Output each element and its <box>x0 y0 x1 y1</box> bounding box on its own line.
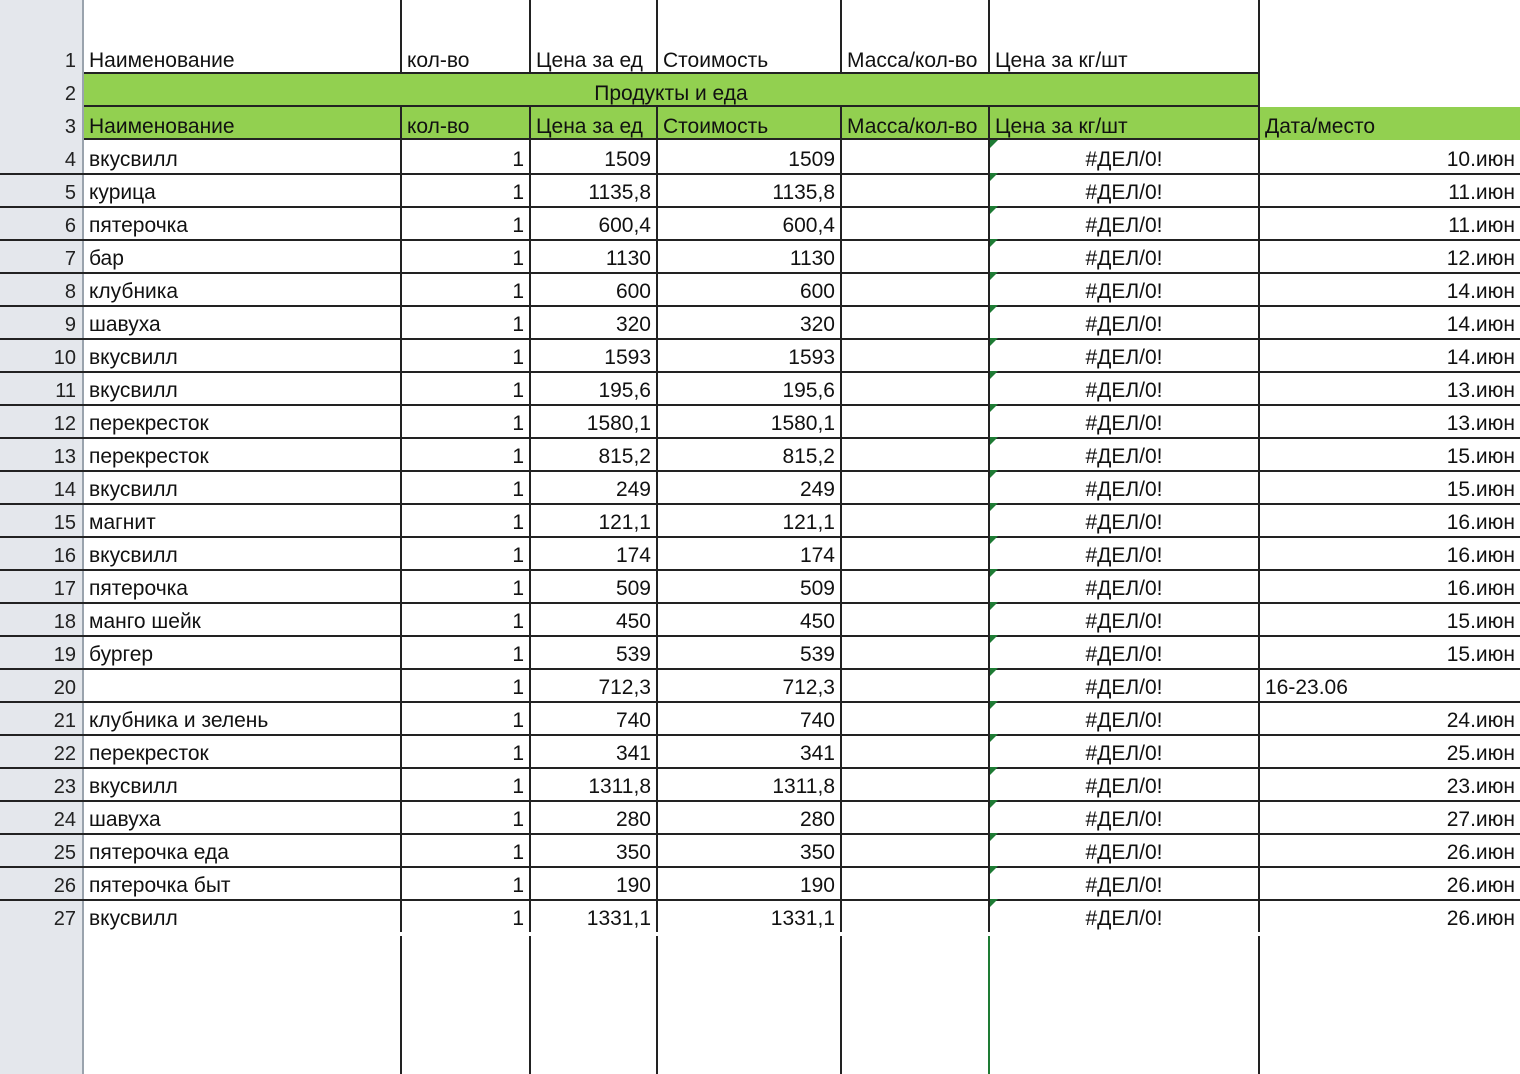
cell-cost[interactable]: 320 <box>658 305 842 338</box>
error-indicator-icon <box>990 173 998 181</box>
cell-mass[interactable] <box>842 833 990 866</box>
subheader-cell-date[interactable]: Дата/место <box>1260 107 1520 140</box>
table-row <box>0 140 1520 175</box>
cell-name[interactable]: вкусвилл <box>84 338 402 371</box>
error-indicator-icon <box>990 437 998 445</box>
error-indicator-icon <box>990 569 998 577</box>
cell-per-kg-value: #ДЕЛ/0! <box>1085 379 1163 402</box>
header-cell-per-kg[interactable]: Цена за кг/шт <box>990 41 1260 74</box>
cell-qty[interactable]: 1 <box>402 239 531 272</box>
cell-per-kg[interactable] <box>990 173 1260 206</box>
cell-qty[interactable]: 1 <box>402 701 531 734</box>
row-number[interactable]: 14 <box>53 479 76 501</box>
cell-mass[interactable] <box>842 569 990 602</box>
row-number[interactable]: 11 <box>55 380 76 402</box>
cell-date[interactable]: 12.июн <box>1446 247 1515 270</box>
table-row <box>0 767 1520 802</box>
grid-line <box>656 936 658 1074</box>
cell-name[interactable]: пятерочка еда <box>84 833 402 866</box>
cell-qty[interactable]: 1 <box>402 371 531 404</box>
cell-per-kg[interactable] <box>990 536 1260 569</box>
cell-date[interactable]: 16.июн <box>1446 577 1515 600</box>
subheader-row <box>0 107 1520 140</box>
cell-per-kg[interactable] <box>990 437 1260 470</box>
grid-line <box>529 936 531 1074</box>
cell-cost[interactable]: 1580,1 <box>658 404 842 437</box>
cell-price[interactable]: 712,3 <box>531 668 658 701</box>
table-row <box>0 569 1520 604</box>
error-indicator-icon <box>990 470 998 478</box>
error-indicator-icon <box>990 866 998 874</box>
cell-name[interactable]: магнит <box>84 503 402 536</box>
cell-price[interactable]: 1130 <box>531 239 658 272</box>
cell-name[interactable]: бургер <box>84 635 402 668</box>
cell-per-kg-value: #ДЕЛ/0! <box>1085 742 1163 765</box>
cell-mass[interactable] <box>842 173 990 206</box>
cell-qty[interactable]: 1 <box>402 800 531 833</box>
error-indicator-icon <box>990 536 998 544</box>
cell-name[interactable]: клубника и зелень <box>84 701 402 734</box>
cell-price[interactable]: 600 <box>531 272 658 305</box>
cell-name[interactable]: пятерочка <box>84 569 402 602</box>
cell-name[interactable] <box>84 668 402 701</box>
cell-per-kg-value: #ДЕЛ/0! <box>1085 214 1163 237</box>
header-cell-cost[interactable]: Стоимость <box>658 41 842 74</box>
cell-date[interactable]: 11.июн <box>1448 181 1515 204</box>
table-row <box>0 734 1520 769</box>
cell-date[interactable]: 24.июн <box>1446 709 1515 732</box>
row-number[interactable]: 16 <box>53 545 76 567</box>
cell-per-kg-value: #ДЕЛ/0! <box>1085 313 1163 336</box>
row-number[interactable]: 7 <box>64 248 76 270</box>
cell-date[interactable]: 25.июн <box>1446 742 1515 765</box>
section-row <box>0 74 1520 107</box>
error-indicator-icon <box>990 602 998 610</box>
cell-qty[interactable]: 1 <box>402 668 531 701</box>
subheader-cell-mass[interactable]: Масса/кол-во <box>842 107 990 140</box>
header-cell-qty[interactable]: кол-во <box>402 41 531 74</box>
row-number[interactable]: 24 <box>53 809 76 831</box>
cell-cost[interactable]: 190 <box>658 866 842 899</box>
header-row <box>0 41 1520 74</box>
cell-mass[interactable] <box>842 272 990 305</box>
table-row <box>0 701 1520 736</box>
table-row <box>0 272 1520 307</box>
cell-date[interactable]: 15.июн <box>1446 478 1515 501</box>
cell-qty[interactable]: 1 <box>402 767 531 800</box>
row-number[interactable]: 10 <box>53 347 76 369</box>
cell-mass[interactable] <box>842 701 990 734</box>
table-row <box>0 173 1520 208</box>
cell-name[interactable]: манго шейк <box>84 602 402 635</box>
grid-line <box>84 138 1260 140</box>
cell-name[interactable]: перекресток <box>84 734 402 767</box>
row-number[interactable]: 23 <box>53 776 76 798</box>
cell-date[interactable]: 15.июн <box>1446 445 1515 468</box>
cell-per-kg-value: #ДЕЛ/0! <box>1085 445 1163 468</box>
cell-per-kg-value: #ДЕЛ/0! <box>1085 544 1163 567</box>
cell-date[interactable]: 14.июн <box>1446 346 1515 369</box>
cell-name[interactable]: вкусвилл <box>84 371 402 404</box>
cell-cost[interactable]: 509 <box>658 569 842 602</box>
cell-qty[interactable]: 1 <box>402 602 531 635</box>
cell-mass[interactable] <box>842 602 990 635</box>
cell-per-kg-value: #ДЕЛ/0! <box>1085 676 1163 699</box>
cell-per-kg[interactable] <box>990 734 1260 767</box>
table-row <box>0 305 1520 340</box>
cell-mass[interactable] <box>842 140 990 173</box>
table-row <box>0 668 1520 703</box>
cell-per-kg-value: #ДЕЛ/0! <box>1085 808 1163 831</box>
table-row <box>0 800 1520 835</box>
error-indicator-icon <box>990 734 998 742</box>
cell-mass[interactable] <box>842 470 990 503</box>
error-indicator-icon <box>990 668 998 676</box>
cell-per-kg[interactable] <box>990 503 1260 536</box>
cell-name[interactable]: вкусвилл <box>84 899 402 932</box>
cell-per-kg-value: #ДЕЛ/0! <box>1085 346 1163 369</box>
cell-mass[interactable] <box>842 239 990 272</box>
cell-name[interactable]: курица <box>84 173 402 206</box>
cell-mass[interactable] <box>842 503 990 536</box>
cell-per-kg[interactable] <box>990 701 1260 734</box>
cell-per-kg-value: #ДЕЛ/0! <box>1085 610 1163 633</box>
cell-date[interactable]: 23.июн <box>1446 775 1515 798</box>
cell-per-kg[interactable] <box>990 899 1260 932</box>
cell-per-kg-value: #ДЕЛ/0! <box>1085 247 1163 270</box>
cell-price[interactable]: 341 <box>531 734 658 767</box>
table-row <box>0 899 1520 932</box>
table-row <box>0 866 1520 901</box>
cell-name[interactable]: бар <box>84 239 402 272</box>
row-number[interactable]: 12 <box>53 413 76 435</box>
cell-price[interactable]: 1135,8 <box>531 173 658 206</box>
cell-qty[interactable]: 1 <box>402 899 531 932</box>
cell-price[interactable]: 320 <box>531 305 658 338</box>
cell-qty[interactable]: 1 <box>402 404 531 437</box>
table-row <box>0 239 1520 274</box>
cell-qty[interactable]: 1 <box>402 140 531 173</box>
cell-date[interactable]: 10.июн <box>1446 148 1515 171</box>
grid-line <box>84 72 1260 74</box>
table-row <box>0 338 1520 373</box>
cell-price[interactable]: 195,6 <box>531 371 658 404</box>
cell-per-kg[interactable] <box>990 206 1260 239</box>
grid-line <box>529 0 531 74</box>
grid-line <box>988 936 990 1074</box>
cell-name[interactable]: пятерочка <box>84 206 402 239</box>
cell-cost[interactable]: 600 <box>658 272 842 305</box>
cell-name[interactable]: пятерочка быт <box>84 866 402 899</box>
cell-per-kg-value: #ДЕЛ/0! <box>1085 907 1163 930</box>
subheader-cell-cost[interactable]: Стоимость <box>658 107 842 140</box>
table-row <box>0 206 1520 241</box>
cell-cost[interactable]: 1331,1 <box>658 899 842 932</box>
cell-cost[interactable]: 539 <box>658 635 842 668</box>
cell-price[interactable]: 121,1 <box>531 503 658 536</box>
error-indicator-icon <box>990 206 998 214</box>
cell-per-kg[interactable] <box>990 470 1260 503</box>
cell-price[interactable]: 509 <box>531 569 658 602</box>
cell-cost[interactable]: 1509 <box>658 140 842 173</box>
cell-price[interactable]: 1509 <box>531 140 658 173</box>
table-row <box>0 404 1520 439</box>
cell-date[interactable]: 13.июн <box>1446 379 1515 402</box>
cell-per-kg-value: #ДЕЛ/0! <box>1085 148 1163 171</box>
header-cell-price[interactable]: Цена за ед <box>531 41 658 74</box>
cell-date[interactable]: 26.июн <box>1446 874 1515 897</box>
cell-per-kg[interactable] <box>990 767 1260 800</box>
row-number[interactable]: 22 <box>53 743 76 765</box>
cell-name[interactable]: перекресток <box>84 404 402 437</box>
cell-cost[interactable]: 350 <box>658 833 842 866</box>
cell-mass[interactable] <box>842 635 990 668</box>
row-number[interactable]: 19 <box>53 644 76 666</box>
cell-date[interactable]: 26.июн <box>1446 841 1515 864</box>
cell-qty[interactable]: 1 <box>402 833 531 866</box>
cell-date[interactable]: 16.июн <box>1446 544 1515 567</box>
cell-per-kg[interactable] <box>990 833 1260 866</box>
cell-qty[interactable]: 1 <box>402 272 531 305</box>
row-number[interactable]: 17 <box>53 578 76 600</box>
grid-line <box>1258 936 1260 1074</box>
cell-per-kg-value: #ДЕЛ/0! <box>1085 181 1163 204</box>
cell-name[interactable]: шавуха <box>84 800 402 833</box>
cell-price[interactable]: 350 <box>531 833 658 866</box>
cell-date[interactable]: 14.июн <box>1446 313 1515 336</box>
grid-line <box>400 0 402 74</box>
grid-line <box>1258 0 1260 74</box>
cell-price[interactable]: 1311,8 <box>531 767 658 800</box>
cell-date[interactable]: 11.июн <box>1448 214 1515 237</box>
row-number[interactable]: 3 <box>64 116 76 138</box>
cell-per-kg-value: #ДЕЛ/0! <box>1085 709 1163 732</box>
cell-price[interactable]: 1331,1 <box>531 899 658 932</box>
cell-date[interactable]: 15.июн <box>1446 643 1515 666</box>
cell-mass[interactable] <box>842 404 990 437</box>
grid-line <box>840 936 842 1074</box>
row-number[interactable]: 1 <box>64 50 76 72</box>
cell-per-kg[interactable] <box>990 569 1260 602</box>
cell-date[interactable]: 16.июн <box>1446 511 1515 534</box>
cell-qty[interactable]: 1 <box>402 206 531 239</box>
error-indicator-icon <box>990 140 998 148</box>
cell-mass[interactable] <box>842 866 990 899</box>
cell-per-kg-value: #ДЕЛ/0! <box>1085 643 1163 666</box>
cell-cost[interactable]: 1593 <box>658 338 842 371</box>
cell-qty[interactable]: 1 <box>402 503 531 536</box>
grid-line <box>656 0 658 74</box>
cell-qty[interactable]: 1 <box>402 569 531 602</box>
error-indicator-icon <box>990 899 998 907</box>
table-row <box>0 437 1520 472</box>
error-indicator-icon <box>990 701 998 709</box>
cell-mass[interactable] <box>842 668 990 701</box>
cell-name[interactable]: вкусвилл <box>84 767 402 800</box>
cell-cost[interactable]: 280 <box>658 800 842 833</box>
subheader-cell-name[interactable]: Наименование <box>84 107 402 140</box>
cell-per-kg[interactable] <box>990 239 1260 272</box>
error-indicator-icon <box>990 239 998 247</box>
cell-qty[interactable]: 1 <box>402 437 531 470</box>
grid-line <box>400 936 402 1074</box>
cell-price[interactable]: 539 <box>531 635 658 668</box>
cell-mass[interactable] <box>842 899 990 932</box>
cell-cost[interactable]: 341 <box>658 734 842 767</box>
row-number[interactable]: 20 <box>53 677 76 699</box>
grid-line <box>840 0 842 74</box>
cell-mass[interactable] <box>842 734 990 767</box>
cell-name[interactable]: вкусвилл <box>84 140 402 173</box>
cell-price[interactable]: 450 <box>531 602 658 635</box>
cell-cost[interactable]: 450 <box>658 602 842 635</box>
cell-cost[interactable]: 174 <box>658 536 842 569</box>
subheader-cell-qty[interactable]: кол-во <box>402 107 531 140</box>
cell-name[interactable]: вкусвилл <box>84 470 402 503</box>
row-number[interactable]: 4 <box>64 149 76 171</box>
cell-price[interactable]: 280 <box>531 800 658 833</box>
row-number[interactable]: 8 <box>64 281 76 303</box>
table-row <box>0 470 1520 505</box>
cell-mass[interactable] <box>842 305 990 338</box>
cell-date[interactable]: 26.июн <box>1446 907 1515 930</box>
subheader-cell-price[interactable]: Цена за ед <box>531 107 658 140</box>
row-number[interactable]: 27 <box>53 908 76 930</box>
cell-per-kg-value: #ДЕЛ/0! <box>1085 280 1163 303</box>
cell-date[interactable]: 27.июн <box>1446 808 1515 831</box>
cell-mass[interactable] <box>842 536 990 569</box>
cell-price[interactable]: 174 <box>531 536 658 569</box>
table-row <box>0 602 1520 637</box>
header-cell-mass[interactable]: Масса/кол-во <box>842 41 990 74</box>
header-cell-name[interactable]: Наименование <box>84 41 402 74</box>
cell-date[interactable]: 14.июн <box>1446 280 1515 303</box>
row-number[interactable]: 21 <box>53 710 76 732</box>
cell-cost[interactable]: 1135,8 <box>658 173 842 206</box>
cell-cost[interactable]: 712,3 <box>658 668 842 701</box>
cell-qty[interactable]: 1 <box>402 305 531 338</box>
cell-cost[interactable]: 249 <box>658 470 842 503</box>
error-indicator-icon <box>990 767 998 775</box>
table-row <box>0 371 1520 406</box>
cell-qty[interactable]: 1 <box>402 734 531 767</box>
cell-mass[interactable] <box>842 767 990 800</box>
cell-per-kg-value: #ДЕЛ/0! <box>1085 874 1163 897</box>
cell-cost[interactable]: 1130 <box>658 239 842 272</box>
cell-name[interactable]: вкусвилл <box>84 536 402 569</box>
row-number[interactable]: 13 <box>53 446 76 468</box>
cell-cost[interactable]: 815,2 <box>658 437 842 470</box>
error-indicator-icon <box>990 833 998 841</box>
cell-qty[interactable]: 1 <box>402 635 531 668</box>
row-number[interactable]: 18 <box>53 611 76 633</box>
cell-cost[interactable]: 1311,8 <box>658 767 842 800</box>
error-indicator-icon <box>990 371 998 379</box>
cell-per-kg-value: #ДЕЛ/0! <box>1085 577 1163 600</box>
cell-per-kg-value: #ДЕЛ/0! <box>1085 775 1163 798</box>
error-indicator-icon <box>990 635 998 643</box>
cell-mass[interactable] <box>842 437 990 470</box>
table-row <box>0 833 1520 868</box>
error-indicator-icon <box>990 338 998 346</box>
cell-per-kg[interactable] <box>990 305 1260 338</box>
cell-name[interactable]: шавуха <box>84 305 402 338</box>
row-number[interactable]: 5 <box>64 182 76 204</box>
cell-mass[interactable] <box>842 338 990 371</box>
cell-price[interactable]: 1580,1 <box>531 404 658 437</box>
cell-per-kg[interactable] <box>990 404 1260 437</box>
cell-per-kg[interactable] <box>990 338 1260 371</box>
cell-per-kg[interactable] <box>990 602 1260 635</box>
error-indicator-icon <box>990 305 998 313</box>
cell-per-kg[interactable] <box>990 800 1260 833</box>
cell-qty[interactable]: 1 <box>402 173 531 206</box>
table-row <box>0 503 1520 538</box>
error-indicator-icon <box>990 800 998 808</box>
cell-per-kg[interactable] <box>990 140 1260 173</box>
cell-mass[interactable] <box>842 206 990 239</box>
cell-price[interactable]: 190 <box>531 866 658 899</box>
cell-per-kg-value: #ДЕЛ/0! <box>1085 412 1163 435</box>
cell-per-kg-value: #ДЕЛ/0! <box>1085 841 1163 864</box>
grid-line <box>84 105 1260 107</box>
cell-cost[interactable]: 740 <box>658 701 842 734</box>
cell-mass[interactable] <box>842 371 990 404</box>
cell-price[interactable]: 815,2 <box>531 437 658 470</box>
row-number[interactable]: 25 <box>53 842 76 864</box>
cell-price[interactable]: 600,4 <box>531 206 658 239</box>
cell-cost[interactable]: 195,6 <box>658 371 842 404</box>
cell-qty[interactable]: 1 <box>402 338 531 371</box>
cell-per-kg[interactable] <box>990 668 1260 701</box>
table-row <box>0 635 1520 670</box>
cell-date[interactable]: 15.июн <box>1446 610 1515 633</box>
cell-date[interactable]: 13.июн <box>1446 412 1515 435</box>
row-number[interactable]: 2 <box>64 83 76 105</box>
cell-date[interactable]: 16-23.06 <box>1265 676 1348 699</box>
cell-price[interactable]: 249 <box>531 470 658 503</box>
cell-price[interactable]: 1593 <box>531 338 658 371</box>
cell-per-kg[interactable] <box>990 272 1260 305</box>
row-number[interactable]: 9 <box>64 314 76 336</box>
cell-price[interactable]: 740 <box>531 701 658 734</box>
cell-qty[interactable]: 1 <box>402 536 531 569</box>
cell-qty[interactable]: 1 <box>402 866 531 899</box>
error-indicator-icon <box>990 503 998 511</box>
cell-mass[interactable] <box>842 800 990 833</box>
subheader-cell-per-kg[interactable]: Цена за кг/шт <box>990 107 1260 140</box>
table-row <box>0 536 1520 571</box>
cell-per-kg[interactable] <box>990 635 1260 668</box>
cell-per-kg-value: #ДЕЛ/0! <box>1085 511 1163 534</box>
error-indicator-icon <box>990 272 998 280</box>
row-number[interactable]: 6 <box>64 215 76 237</box>
cell-per-kg[interactable] <box>990 866 1260 899</box>
error-indicator-icon <box>990 404 998 412</box>
grid-line <box>988 0 990 74</box>
cell-name[interactable]: клубника <box>84 272 402 305</box>
cell-qty[interactable]: 1 <box>402 470 531 503</box>
cell-name[interactable]: перекресток <box>84 437 402 470</box>
cell-per-kg-value: #ДЕЛ/0! <box>1085 478 1163 501</box>
row-number[interactable]: 26 <box>53 875 76 897</box>
cell-cost[interactable]: 121,1 <box>658 503 842 536</box>
cell-cost[interactable]: 600,4 <box>658 206 842 239</box>
cell-per-kg[interactable] <box>990 371 1260 404</box>
section-title-cell[interactable]: Продукты и еда <box>84 74 1260 107</box>
row-number[interactable]: 15 <box>53 512 76 534</box>
